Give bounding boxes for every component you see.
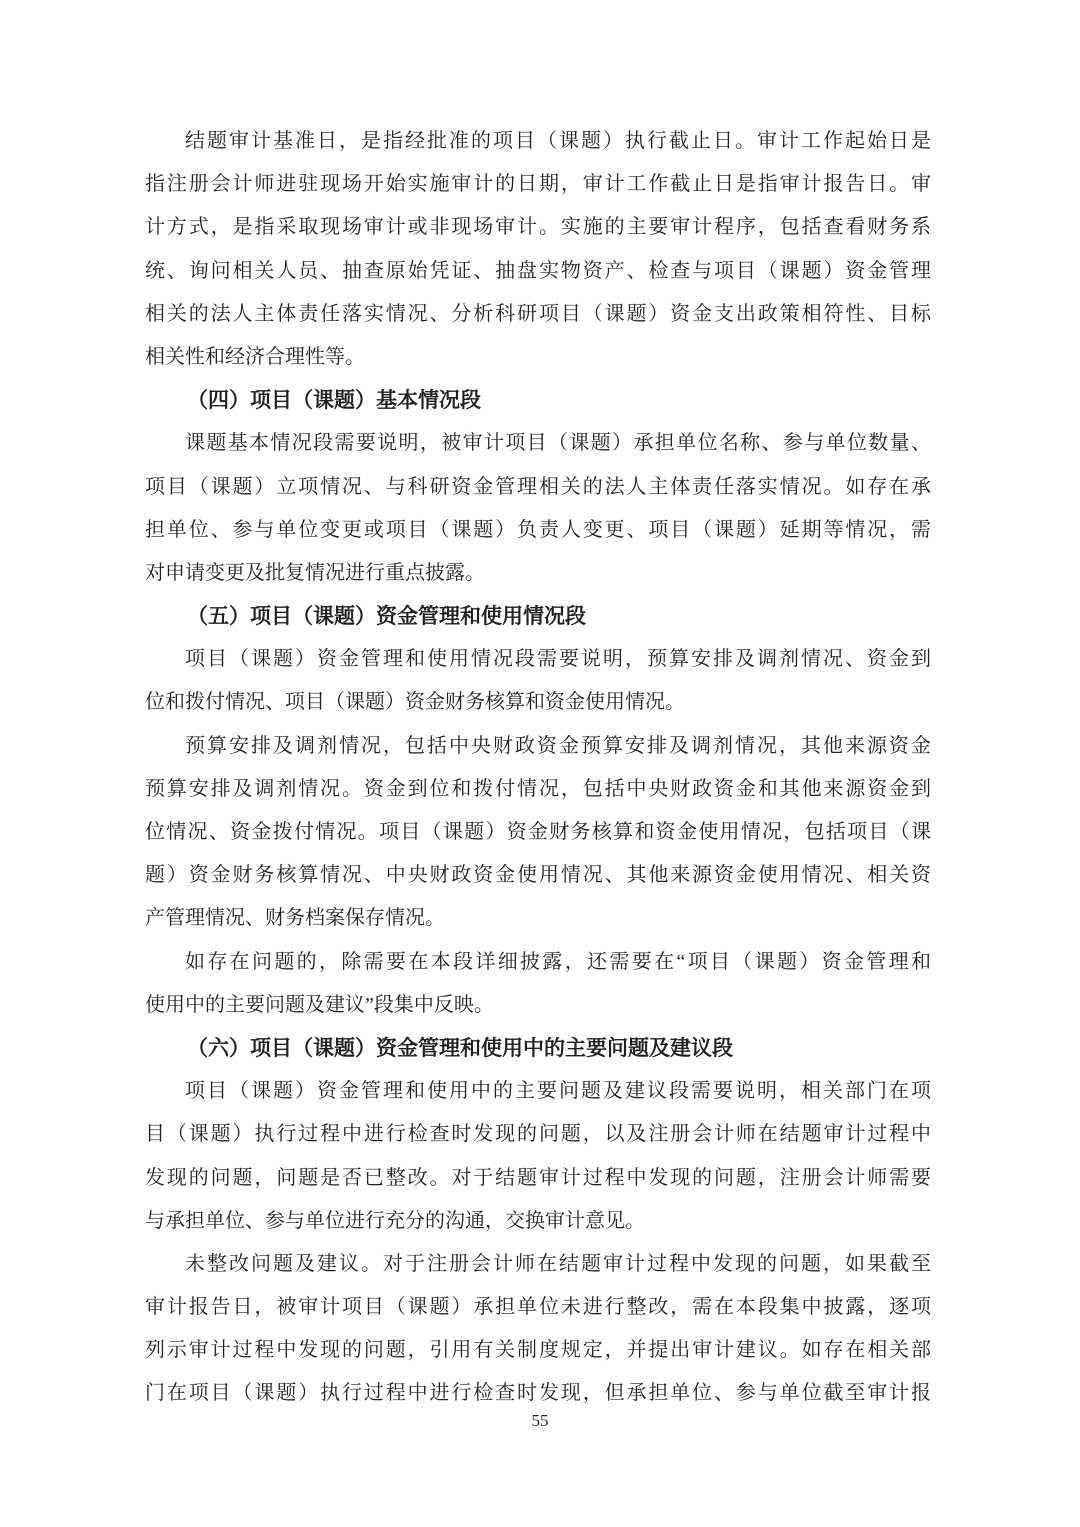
- text-line: 未整改问题及建议。对于注册会计师在结题审计过程中发现的问题，如果截至: [185, 1252, 931, 1275]
- paragraph: [145, 725, 931, 941]
- text-line: 预算安排及调剂情况，包括中央财政资金预算安排及调剂情况，其他来源资金: [185, 734, 931, 757]
- text-line: 课题基本情况段需要说明，被审计项目（课题）承担单位名称、参与单位数量、: [185, 432, 931, 455]
- text-line: 相关的法人主体责任落实情况、分析科研项目（课题）资金支出政策相符性、目标: [145, 302, 931, 325]
- paragraph: [145, 422, 931, 595]
- text-line: 位情况、资金拨付情况。项目（课题）资金财务核算和资金使用情况，包括项目（课: [145, 821, 931, 843]
- paragraph: [145, 1243, 931, 1416]
- text-line: 相关性和经济合理性等。: [145, 345, 365, 368]
- text-line: 指注册会计师进驻现场开始实施审计的日期，审计工作截止日是指审计报告日。审: [145, 173, 931, 196]
- text-line: （五）项目（课题）资金管理和使用情况段: [187, 604, 586, 629]
- text-line: 项目（课题）资金管理和使用中的主要问题及建议段需要说明，相关部门在项: [185, 1080, 931, 1103]
- text-line: 计方式，是指采取现场审计或非现场审计。实施的主要审计程序，包括查看财务系: [145, 216, 931, 239]
- document-content: [145, 120, 931, 1416]
- text-line: 题）资金财务核算情况、中央财政资金使用情况、其他来源资金使用情况、相关资: [145, 864, 931, 887]
- text-line: 列示审计过程中发现的问题，引用有关制度规定，并提出审计建议。如存在相关部: [145, 1339, 931, 1362]
- text-line: 如存在问题的，除需要在本段详细披露，还需要在“项目（课题）资金管理和: [185, 950, 931, 973]
- text-line: 产管理情况、财务档案保存情况。: [145, 907, 445, 930]
- text-line: 统、询问相关人员、抽查原始凭证、抽盘实物资产、检查与项目（课题）资金管理: [145, 259, 931, 282]
- text-line: 担单位、参与单位变更或项目（课题）负责人变更、项目（课题）延期等情况，需: [145, 518, 931, 541]
- text-line: 结题审计基准日，是指经批准的项目（课题）执行截止日。审计工作起始日是: [185, 130, 931, 152]
- text-line: 对申请变更及批复情况进行重点披露。: [145, 561, 485, 584]
- text-line: 发现的问题，问题是否已整改。对于结题审计过程中发现的问题，注册会计师需要: [145, 1166, 931, 1189]
- text-line: （六）项目（课题）资金管理和使用中的主要问题及建议段: [187, 1035, 733, 1060]
- text-line: 目（课题）执行过程中进行检查时发现的问题，以及注册会计师在结题审计过程中: [145, 1123, 931, 1146]
- section-heading: [145, 379, 931, 422]
- text-line: 项目（课题）资金管理和使用情况段需要说明，预算安排及调剂情况、资金到: [185, 648, 931, 671]
- text-line: 与承担单位、参与单位进行充分的沟通，交换审计意见。: [145, 1209, 645, 1232]
- text-line: 预算安排及调剂情况。资金到位和拨付情况，包括中央财政资金和其他来源资金到: [145, 777, 931, 800]
- paragraph: [145, 638, 931, 724]
- section-heading: [145, 1027, 931, 1070]
- page-number: 55: [531, 1411, 549, 1430]
- text-line: 门在项目（课题）执行过程中进行检查时发现，但承担单位、参与单位截至审计报: [145, 1382, 931, 1405]
- section-heading: [145, 595, 931, 638]
- text-line: 位和拨付情况、项目（课题）资金财务核算和资金使用情况。: [145, 691, 685, 714]
- paragraph: [145, 941, 931, 1027]
- text-line: 使用中的主要问题及建议”段集中反映。: [145, 993, 494, 1016]
- text-line: 审计报告日，被审计项目（课题）承担单位未进行整改，需在本段集中披露，逐项: [145, 1296, 931, 1319]
- text-line: （四）项目（课题）基本情况段: [187, 388, 481, 413]
- text-line: 项目（课题）立项情况、与科研资金管理相关的法人主体责任落实情况。如存在承: [145, 475, 931, 498]
- paragraph: [145, 120, 931, 379]
- paragraph: [145, 1070, 931, 1243]
